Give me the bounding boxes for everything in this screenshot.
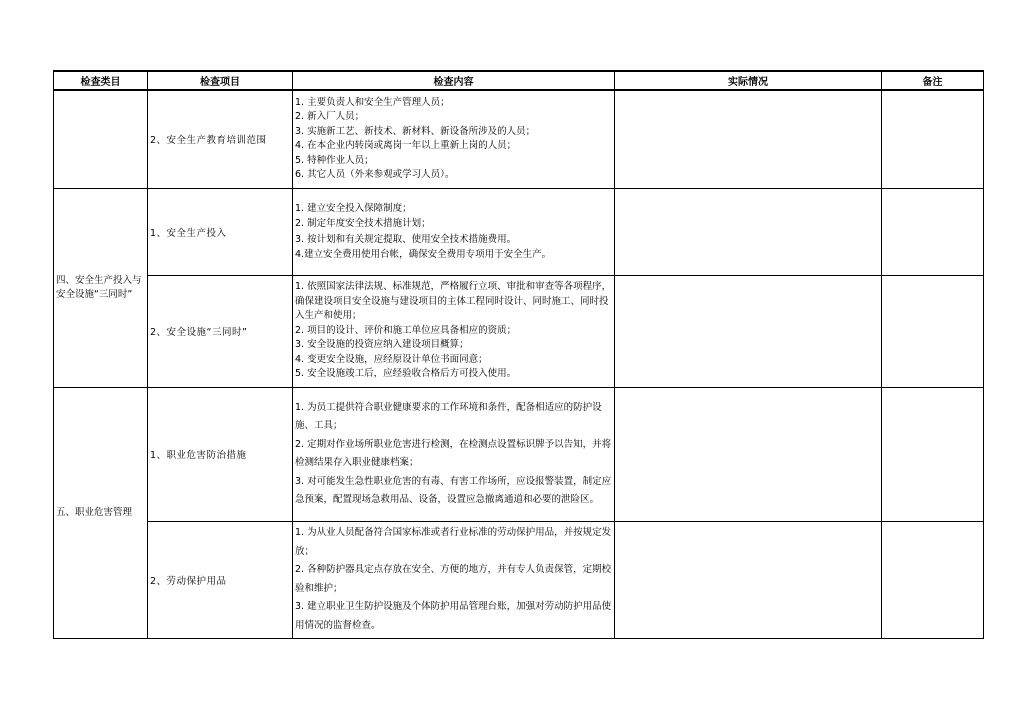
remark-cell[interactable]	[882, 275, 984, 387]
item-cell: 1、安全生产投入	[148, 188, 293, 275]
item-cell: 2、安全设施“三同时”	[148, 275, 293, 387]
category-cell: 四、安全生产投入与安全设施“三同时”	[54, 188, 148, 387]
actual-cell[interactable]	[615, 188, 882, 275]
content-cell	[293, 275, 615, 387]
table-row	[54, 521, 984, 638]
remark-cell[interactable]	[882, 521, 984, 638]
content-line: 1. 建立安全投入保障制度；	[295, 202, 412, 214]
item-cell: 1、职业危害防治措施	[148, 387, 293, 521]
content-line: 1. 为员工提供符合职业健康要求的工作环境和条件，配备相适应的防护设施、工具；	[295, 401, 602, 431]
content-line: 5. 特种作业人员；	[295, 154, 374, 166]
content-line: 3. 建立职业卫生防护设施及个体防护用品管理台账，加强对劳动防护用品使用情况的监督检查。	[295, 601, 612, 631]
content-line: 2. 制定年度安全技术措施计划；	[295, 218, 431, 229]
content-line: 3. 安全设施的投资应纳入建设项目概算；	[295, 339, 469, 351]
content-line: 2. 新入厂人员；	[295, 111, 365, 123]
category-cell: 五、职业危害管理	[54, 387, 148, 638]
actual-cell[interactable]	[615, 521, 882, 638]
content-line: 1. 依照国家法律法规、标准规范，严格履行立项、审批和审查等各项程序，确保建设项目安全设施与建设项目的主体工程同时设计、同时施工、同时投入生产和使用；	[295, 281, 612, 322]
content-line: 1. 主要负责人和安全生产管理人员；	[295, 96, 450, 108]
content-cell	[293, 188, 615, 275]
actual-cell[interactable]	[615, 387, 882, 521]
content-line: 3. 按计划和有关规定提取、使用安全技术措施费用。	[295, 233, 517, 245]
table-row	[54, 90, 984, 188]
table-row	[54, 275, 984, 387]
content-line: 2. 各种防护器具定点存放在安全、方便的地方，并有专人负责保管，定期校验和维护；	[295, 564, 612, 594]
inspection-table	[53, 70, 984, 639]
category-cell	[54, 90, 148, 188]
content-line: 5. 安全设施竣工后，应经验收合格后方可投入使用。	[295, 368, 517, 380]
content-cell	[293, 387, 615, 521]
content-line: 3. 对可能发生急性职业危害的有毒、有害工作场所，应设报警装置，制定应急预案，配置现场急救用品、设备，设置应急撤离通道和必要的泄险区。	[295, 475, 612, 505]
header-row	[54, 71, 984, 90]
content-cell	[293, 90, 615, 188]
content-line: 1. 为从业人员配备符合国家标准或者行业标准的劳动保护用品，并按规定发放；	[295, 527, 612, 557]
content-line: 4. 变更安全设施，应经原设计单位书面同意；	[295, 353, 488, 365]
header-item: 检查项目	[148, 71, 293, 90]
actual-cell[interactable]	[615, 275, 882, 387]
header-remark: 备注	[882, 71, 984, 90]
content-line: 4. 在本企业内转岗或离岗一年以上重新上岗的人员；	[295, 140, 517, 152]
item-cell: 2、安全生产教育培训范围	[148, 90, 293, 188]
table-row	[54, 387, 984, 521]
table-row	[54, 188, 984, 275]
remark-cell[interactable]	[882, 188, 984, 275]
remark-cell[interactable]	[882, 90, 984, 188]
header-actual: 实际情况	[615, 71, 882, 90]
content-line: 6. 其它人员（外来参观或学习人员）。	[295, 169, 455, 181]
item-cell: 2、劳动保护用品	[148, 521, 293, 638]
content-line: 2. 项目的设计、评价和施工单位应具备相应的资质；	[295, 324, 517, 336]
content-cell	[293, 521, 615, 638]
header-category: 检查类目	[54, 71, 148, 90]
content-line: 3. 实施新工艺、新技术、新材料、新设备所涉及的人员；	[295, 125, 536, 137]
actual-cell[interactable]	[615, 90, 882, 188]
content-line: 2. 定期对作业场所职业危害进行检测，在检测点设置标识牌予以告知，并将检测结果存入职业健康档案；	[295, 438, 612, 468]
remark-cell[interactable]	[882, 387, 984, 521]
header-content: 检查内容	[293, 71, 615, 90]
content-line: 4.建立安全费用使用台帐，确保安全费用专项用于安全生产。	[295, 249, 552, 260]
